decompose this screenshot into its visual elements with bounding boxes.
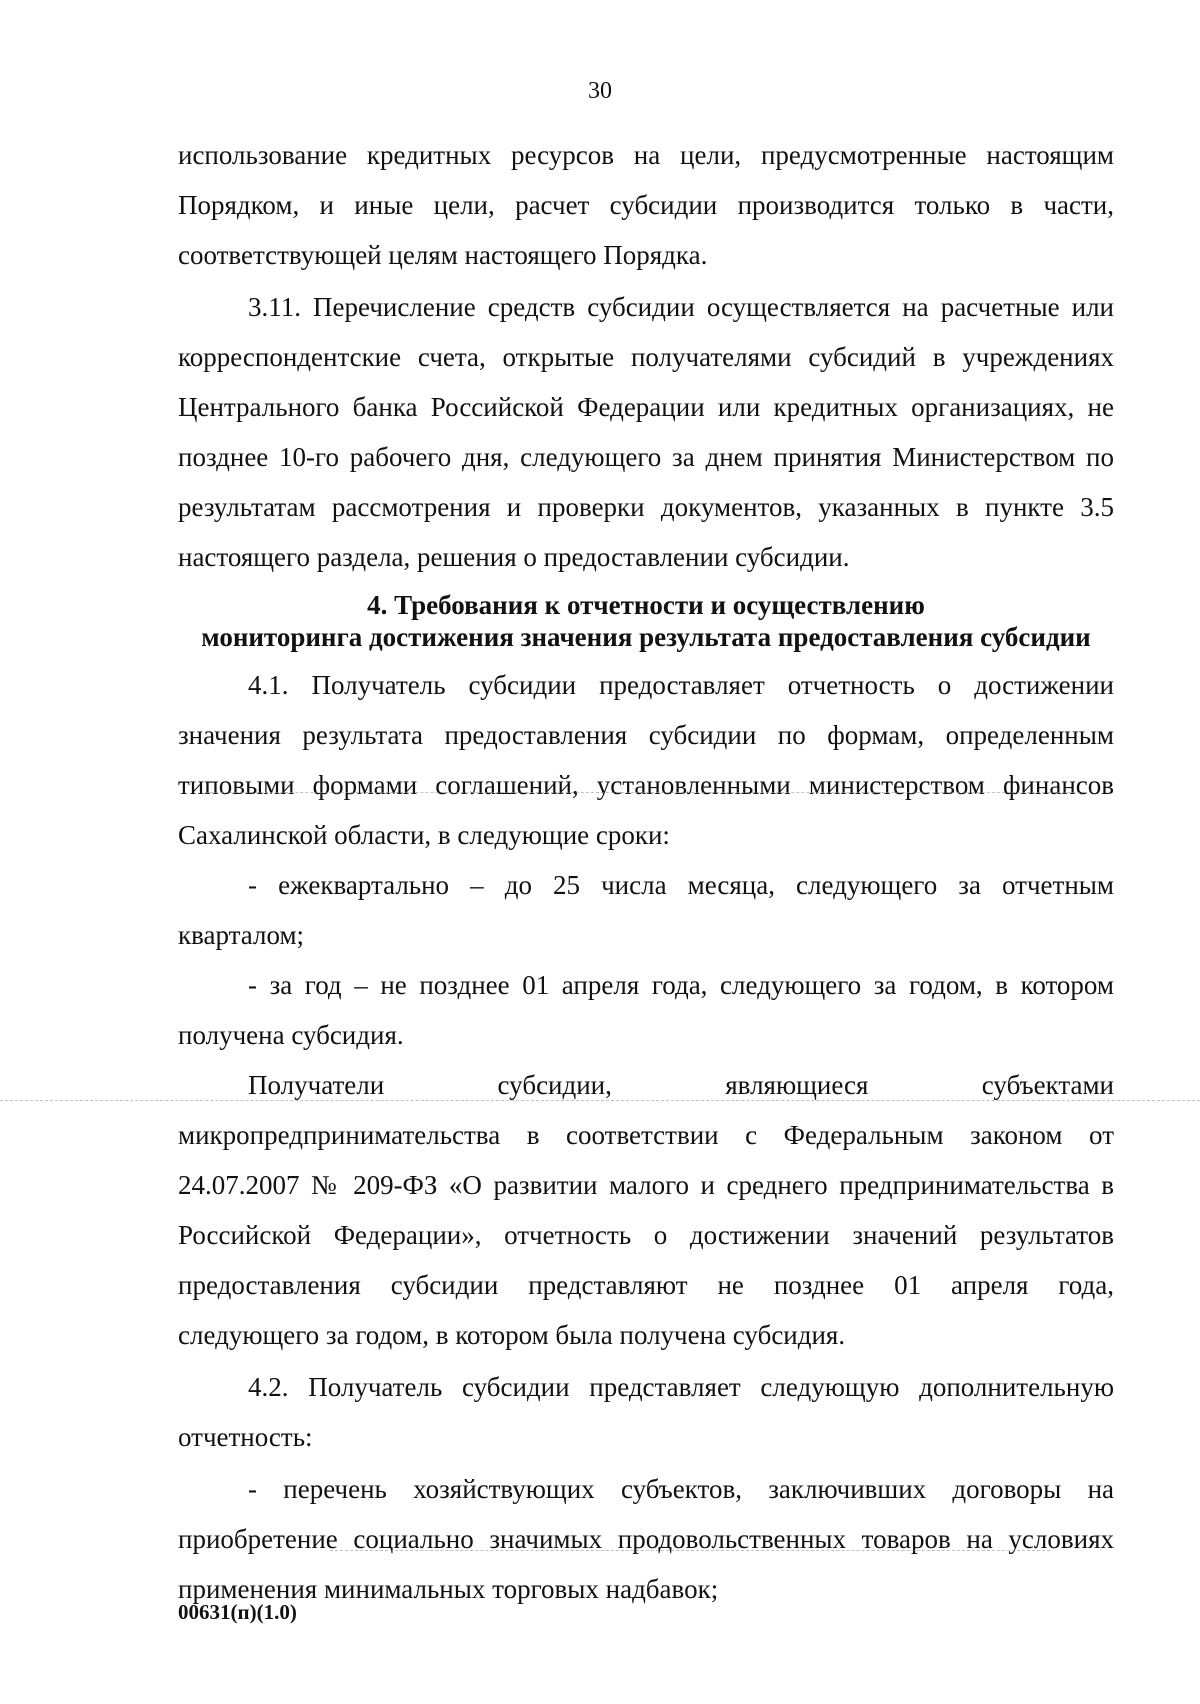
text-line: 4.1. Получатель субсидии предоставляет отчетность о достижении [248,670,1114,700]
text-line: следующего за годом, в котором была получена субсидия. [178,1320,846,1350]
text-line: использование кредитных ресурсов на цели, предусмотренные настоящим [178,140,1114,170]
scan-artifact-line [0,1100,1200,1101]
text-line: корреспондентские счета, открытые получателями субсидий в учреждениях [178,342,1114,372]
text-line: Центрального банка Российской Федерации или кредитных организациях, не [178,392,1114,422]
scan-artifact-line [330,1550,1050,1551]
text-line: - за год – не позднее 01 апреля года, следующего за годом, в котором [248,970,1114,1000]
text-line: 24.07.2007 № 209-ФЗ «О развитии малого и среднего предпринимательства в [178,1170,1114,1200]
text-line: позднее 10-го рабочего дня, следующего за днем принятия Министерством по [178,442,1114,472]
section-heading-line: мониторинга достижения значения результата предоставления субсидии [201,622,1091,652]
text-line: Порядком, и иные цели, расчет субсидии производится только в части, [178,190,1114,220]
text-line: 3.11. Перечисление средств субсидии осуществляется на расчетные или [248,292,1114,322]
page-number: 30 [588,78,612,104]
text-line: - перечень хозяйствующих субъектов, заключивших договоры на [248,1474,1114,1504]
text-line: предоставления субсидии представляют не позднее 01 апреля года, [178,1270,1114,1300]
text-line: отчетность: [178,1422,313,1452]
scan-artifact-line [205,792,1085,793]
text-line: настоящего раздела, решения о предоставлении субсидии. [178,542,850,572]
text-line: значения результата предоставления субсидии по формам, определенным [178,720,1114,750]
text-line: типовыми формами соглашений, установленными министерством финансов [178,770,1114,800]
text-line: 4.2. Получатель субсидии представляет следующую дополнительную [248,1372,1114,1402]
text-line: Российской Федерации», отчетность о достижении значений результатов [178,1220,1114,1250]
text-line: применения минимальных торговых надбавок; [178,1574,719,1604]
document-code: 00631(п)(1.0) [178,1600,297,1624]
text-line: получена субсидия. [178,1020,404,1050]
text-line: результатам рассмотрения и проверки документов, указанных в пункте 3.5 [178,492,1114,522]
text-line: Сахалинской области, в следующие сроки: [178,820,670,850]
text-line: - ежеквартально – до 25 числа месяца, следующего за отчетным [248,870,1114,900]
text-line: соответствующей целям настоящего Порядка. [178,240,708,270]
text-line: Получатели субсидии, являющиеся субъектами [248,1070,1114,1100]
text-line: кварталом; [178,920,305,950]
section-heading-line: 4. Требования к отчетности и осуществлению [367,590,925,620]
text-line: микропредпринимательства в соответствии с Федеральным законом от [178,1120,1114,1150]
text-line: приобретение социально значимых продовольственных товаров на условиях [178,1524,1114,1554]
